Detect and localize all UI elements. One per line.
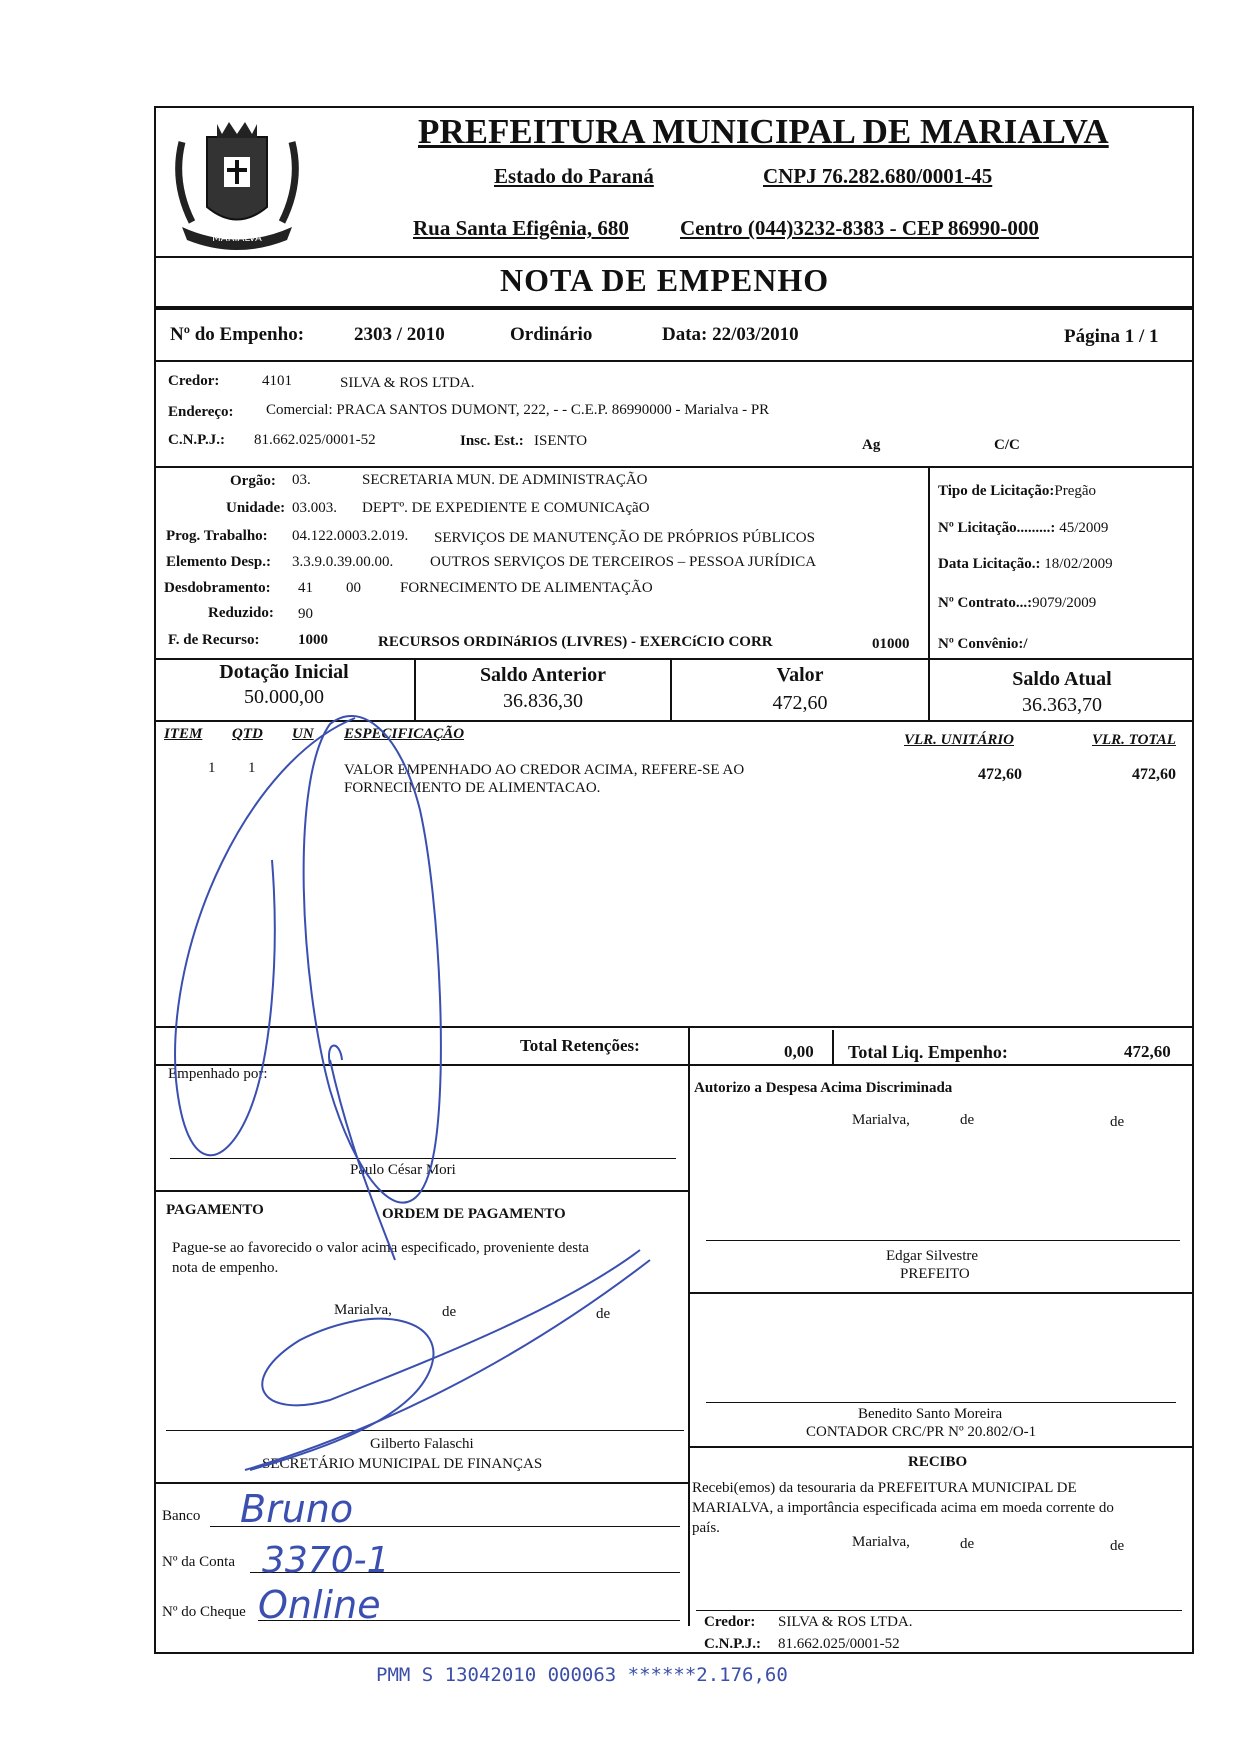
item-number: 1	[208, 760, 216, 776]
insc-est-label: Insc. Est.:	[460, 433, 524, 449]
recibo-cnpj-label: C.N.P.J.:	[704, 1636, 761, 1652]
retencoes-value: 0,00	[784, 1042, 814, 1061]
valor-value: 472,60	[772, 692, 828, 714]
page-number: Página 1 / 1	[1064, 326, 1159, 347]
svg-text:MARIALVA: MARIALVA	[212, 233, 262, 244]
budget-vertical-divider	[928, 466, 930, 660]
document-title: NOTA DE EMPENHO	[500, 262, 830, 298]
desdobramento-code: 41	[298, 580, 313, 596]
empenho-type: Ordinário	[510, 324, 593, 345]
reduzido-value: 90	[298, 606, 313, 622]
tipo-licitacao-label: Tipo de Licitação:Pregão	[938, 483, 1097, 499]
credor-label: Credor:	[168, 373, 220, 389]
budget-bottom-divider	[154, 658, 1194, 660]
endereco-value: Comercial: PRACA SANTOS DUMONT, 222, - - C.E.P. 86990000 - Marialva - PR	[266, 402, 770, 418]
prog-trabalho-name: SERVIÇOS DE MANUTENÇÃO DE PRÓPRIOS PÚBLICOS	[434, 530, 815, 546]
autorizo-de-1: de	[960, 1112, 975, 1128]
recurso-name: RECURSOS ORDINáRIOS (LIVRES) - EXERCíCIO CORR	[378, 634, 773, 650]
orgao-label: Orgão:	[230, 473, 276, 489]
contrato-value: 9079/2009	[1032, 595, 1097, 611]
credor-cnpj: 81.662.025/0001-52	[254, 432, 376, 448]
recibo-cnpj: 81.662.025/0001-52	[778, 1636, 900, 1652]
empenhado-por-label: Empenhado por:	[168, 1066, 268, 1082]
pagamento-text-1: Pague-se ao favorecido o valor acima especificado, proveniente desta	[172, 1240, 589, 1256]
recibo-place: Marialva,	[852, 1534, 910, 1550]
conta-line	[250, 1572, 680, 1573]
unidade-name: DEPTº. DE EXPEDIENTE E COMUNICAçãO	[362, 500, 650, 516]
autorizo-de-2: de	[1110, 1114, 1125, 1130]
conta-label: Nº da Conta	[162, 1554, 235, 1570]
unidade-code: 03.003.	[292, 500, 337, 516]
empenho-date: Data: 22/03/2010	[662, 324, 799, 345]
item-qtd: 1	[248, 760, 256, 776]
total-liq-value: 472,60	[1124, 1042, 1171, 1061]
elemento-desp-code: 3.3.9.0.39.00.00.	[292, 554, 394, 570]
reduzido-label: Reduzido:	[208, 605, 274, 621]
contador-name: Benedito Santo Moreira	[858, 1406, 1003, 1422]
saldo-anterior-value: 36.836,30	[503, 690, 583, 712]
pagamento-de-2: de	[596, 1306, 611, 1322]
valor-label: Valor	[776, 664, 824, 686]
recurso-label: F. de Recurso:	[168, 632, 260, 648]
totals-bottom-divider	[154, 1064, 1194, 1066]
item-espec-line2: FORNECIMENTO DE ALIMENTACAO.	[344, 780, 601, 796]
banco-label: Banco	[162, 1508, 201, 1524]
credor-divider	[154, 466, 1194, 468]
elemento-desp-name: OUTROS SERVIÇOS DE TERCEIROS – PESSOA JURÍDICA	[430, 554, 817, 570]
saldos-bottom-divider	[154, 720, 1194, 722]
col-item-header: ITEM	[164, 726, 203, 742]
saldo-anterior-label: Saldo Anterior	[479, 664, 607, 686]
dotacao-inicial-label: Dotação Inicial	[219, 661, 349, 683]
col-qtd-header: QTD	[232, 726, 263, 742]
insc-est-value: ISENTO	[534, 433, 588, 449]
state-name: Estado do Paraná	[494, 164, 654, 188]
cheque-label: Nº do Cheque	[162, 1604, 246, 1620]
cheque-handwriting: Online	[258, 1583, 381, 1627]
autorizo-place: Marialva,	[852, 1112, 910, 1128]
elemento-desp-label: Elemento Desp.:	[166, 554, 271, 570]
recibo-credor-name: SILVA & ROS LTDA.	[778, 1614, 913, 1630]
desdobramento-name: FORNECIMENTO DE ALIMENTAÇÃO	[400, 580, 653, 596]
conta-handwriting: 3370-1	[262, 1540, 390, 1581]
recibo-de-1: de	[960, 1536, 975, 1552]
ordem-pagamento-label: ORDEM DE PAGAMENTO	[382, 1206, 566, 1222]
street-address: Rua Santa Efigênia, 680	[413, 216, 629, 240]
desdobramento-sub: 00	[346, 580, 361, 596]
banco-handwriting: Bruno	[240, 1487, 354, 1531]
recurso-end-code: 01000	[872, 636, 910, 652]
district-phone-cep: Centro (044)3232-8383 - CEP 86990-000	[680, 216, 1039, 240]
pagamento-role: SECRETÁRIO MUNICIPAL DE FINANÇAS	[262, 1456, 543, 1472]
item-vtotal: 472,60	[1132, 766, 1176, 783]
pagamento-place: Marialva,	[334, 1302, 392, 1318]
convenio-label: Nº Convênio:/	[938, 636, 1028, 652]
empenhado-signer: Paulo César Mori	[350, 1162, 456, 1178]
contador-role: CONTADOR CRC/PR Nº 20.802/O-1	[806, 1424, 1037, 1440]
pagamento-de-1: de	[442, 1304, 457, 1320]
totals-divider-liq	[832, 1030, 834, 1066]
recibo-signature-line	[696, 1610, 1182, 1611]
tipo-licitacao-value: Pregão	[1054, 483, 1097, 499]
contador-divider	[688, 1446, 1194, 1448]
prefeito-name: Edgar Silvestre	[886, 1248, 979, 1264]
recibo-text-1: Recebi(emos) da tesouraria da PREFEITURA MUNICIPAL DE	[692, 1480, 1077, 1496]
desdobramento-label: Desdobramento:	[164, 580, 271, 596]
data-licitacao-label: Data Licitação.: 18/02/2009	[938, 556, 1113, 572]
item-vunit: 472,60	[978, 766, 1022, 783]
empenho-number: 2303 / 2010	[354, 324, 445, 345]
items-bottom-divider	[154, 1026, 1194, 1028]
recibo-credor-label: Credor:	[704, 1614, 756, 1630]
num-licitacao-label: Nº Licitação.........: 45/2009	[938, 520, 1109, 536]
pagamento-signature-line	[166, 1430, 684, 1431]
recibo-title: RECIBO	[908, 1454, 968, 1470]
credor-name: SILVA & ROS LTDA.	[340, 375, 475, 391]
empenho-divider	[154, 360, 1194, 362]
autorizo-divider	[688, 1292, 1194, 1294]
col-espec-header: ESPECIFICAÇÃO	[344, 726, 465, 742]
col-un-header: UN	[292, 726, 314, 742]
totals-divider-mid	[688, 1026, 690, 1626]
pagamento-divider	[154, 1482, 690, 1484]
autorizo-signature-line	[706, 1240, 1180, 1241]
credor-cnpj-label: C.N.P.J.:	[168, 432, 225, 448]
contrato-label: Nº Contrato...:9079/2009	[938, 595, 1097, 611]
total-liq-label: Total Liq. Empenho:	[848, 1042, 1008, 1062]
contador-signature-line	[706, 1402, 1176, 1403]
conta-corrente-label: C/C	[994, 437, 1020, 453]
header-divider	[154, 256, 1194, 258]
endereco-label: Endereço:	[168, 404, 234, 420]
empenhado-divider	[154, 1190, 690, 1192]
retencoes-label: Total Retenções:	[520, 1036, 640, 1055]
num-licitacao-value: 45/2009	[1059, 520, 1109, 536]
col-vunit-header: VLR. UNITÁRIO	[904, 732, 1015, 748]
saldo-atual-label: Saldo Atual	[1012, 668, 1112, 690]
cheque-line	[258, 1620, 680, 1621]
pagamento-signer: Gilberto Falaschi	[370, 1436, 474, 1452]
banco-line	[210, 1526, 680, 1527]
prog-trabalho-label: Prog. Trabalho:	[166, 528, 268, 544]
dotacao-inicial-value: 50.000,00	[244, 686, 324, 708]
municipal-logo	[162, 112, 312, 257]
orgao-name: SECRETARIA MUN. DE ADMINISTRAÇÃO	[362, 472, 648, 488]
item-espec-line1: VALOR EMPENHADO AO CREDOR ACIMA, REFERE-SE AO	[344, 762, 745, 778]
agencia-label: Ag	[862, 437, 881, 453]
credor-code: 4101	[262, 373, 292, 389]
unidade-label: Unidade:	[226, 500, 286, 516]
municipality-title: PREFEITURA MUNICIPAL DE MARIALVA	[418, 112, 1109, 151]
recibo-de-2: de	[1110, 1538, 1125, 1554]
title-divider	[154, 306, 1194, 310]
data-licitacao-value: 18/02/2009	[1044, 556, 1113, 572]
processing-stamp: PMM S 13042010 000063 ******2.176,60	[376, 1664, 788, 1686]
municipal-cnpj: CNPJ 76.282.680/0001-45	[763, 164, 993, 188]
pagamento-text-2: nota de empenho.	[172, 1260, 279, 1276]
pagamento-label: PAGAMENTO	[166, 1202, 264, 1218]
saldo-atual-value: 36.363,70	[1022, 694, 1102, 716]
orgao-code: 03.	[292, 472, 311, 488]
recibo-text-3: país.	[692, 1520, 720, 1536]
recibo-text-2: MARIALVA, a importância especificada acima em moeda corrente do	[692, 1500, 1114, 1516]
empenho-number-label: Nº do Empenho:	[170, 324, 305, 345]
recurso-code: 1000	[298, 632, 328, 648]
empenhado-signature-line	[170, 1158, 676, 1159]
prefeito-role: PREFEITO	[900, 1266, 970, 1282]
col-vtotal-header: VLR. TOTAL	[1092, 732, 1176, 748]
prog-trabalho-code: 04.122.0003.2.019.	[292, 528, 409, 544]
autorizo-label: Autorizo a Despesa Acima Discriminada	[694, 1080, 953, 1096]
